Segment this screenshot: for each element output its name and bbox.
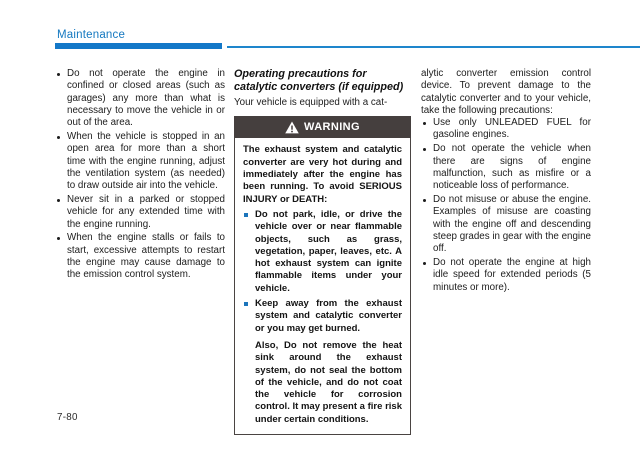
precaution-list xyxy=(55,68,225,282)
list-item: Do not operate the vehicle when there are signs of engine malfunction, such as misfire or a noticeable loss of performance. xyxy=(421,143,591,192)
warning-intro: The exhaust system and catalytic converter are very hot during and immediately after the engine has been running. To avoid SERIOUS INJURY or DEATH: xyxy=(243,144,402,205)
section-label: Maintenance xyxy=(57,29,126,41)
column-left xyxy=(55,68,225,435)
warning-box xyxy=(234,116,411,435)
list-item: Keep away from the exhaust system and catalytic converter or you may get burned. xyxy=(243,298,402,335)
content-columns xyxy=(55,68,591,435)
list-item: Do not operate the engine at high idle speed for extended periods (5 minutes or more). xyxy=(421,257,591,294)
section-heading: Operating precautions for catalytic converters (if equipped) xyxy=(234,68,404,93)
list-item: Do not operate the engine in confined or closed areas (such as garages) any more than what is necessary to move the vehicle in or out of the area. xyxy=(55,68,225,129)
precaution-list xyxy=(421,117,591,294)
list-item: Do not park, idle, or drive the vehicle over or near flammable objects, such as grass, vegetation, paper, leaves, etc. A hot exhaust system can ignite flammable items under your vehicle. xyxy=(243,209,402,295)
warning-body xyxy=(234,138,411,435)
header-rule xyxy=(227,46,640,48)
list-item: When the vehicle is stopped in an open area for more than a short time with the engine running, adjust the ventilation system (as needed) to draw outside air into the vehicle. xyxy=(55,131,225,192)
list-item: When the engine stalls or fails to start, excessive attempts to restart the engine may cause damage to the emission control system. xyxy=(55,232,225,281)
list-item: Never sit in a parked or stopped vehicle for any extended time with the engine running. xyxy=(55,194,225,231)
column-center xyxy=(234,68,411,435)
header-accent-bar xyxy=(55,43,222,49)
list-item: Use only UNLEADED FUEL for gasoline engines. xyxy=(421,117,591,142)
warning-header xyxy=(234,116,411,138)
list-item: Do not misuse or abuse the engine. Examples of misuse are coasting with the engine off and descending steep grades in gear with the engine off. xyxy=(421,194,591,255)
warning-note: Also, Do not remove the heat sink around the exhaust system, do not seal the bottom of the vehicle, and do not coat the vehicle for corrosion control. It may present a fire risk under certain conditions. xyxy=(255,339,402,425)
paragraph: Your vehicle is equipped with a cat- xyxy=(234,97,388,109)
paragraph: alytic converter emission control device. To prevent damage to the catalytic converter and to your vehicle, take the following precautions: xyxy=(421,68,591,116)
warning-list xyxy=(243,209,402,335)
page-number: 7-80 xyxy=(57,412,78,423)
page-header xyxy=(0,0,640,50)
warning-title: WARNING xyxy=(304,121,360,134)
warning-triangle-icon xyxy=(285,121,299,134)
column-right xyxy=(421,68,591,435)
